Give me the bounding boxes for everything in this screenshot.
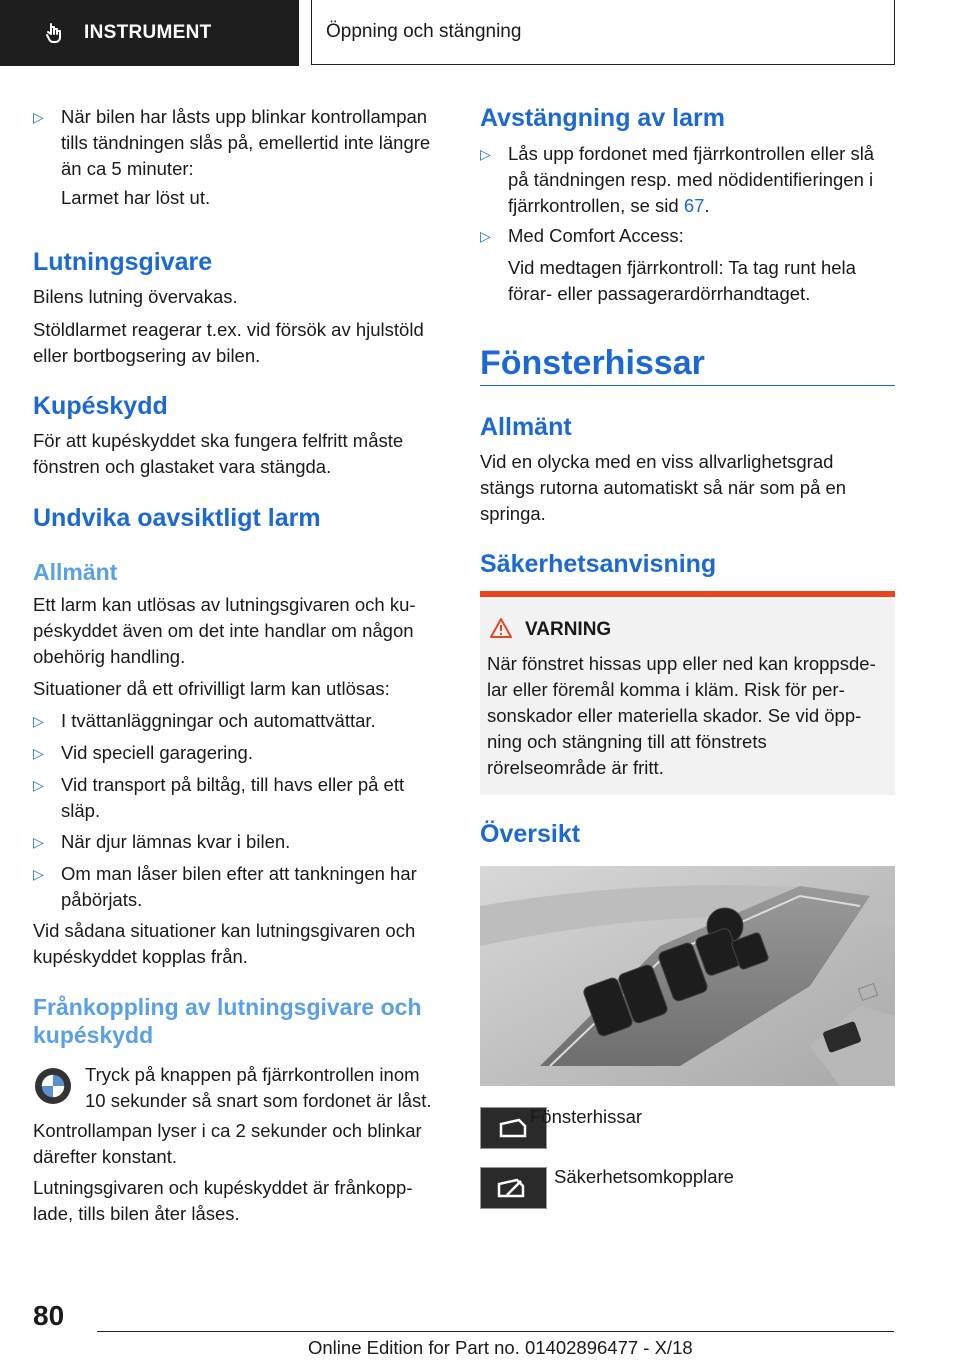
bullet-triangle-icon: ▷ <box>480 146 491 162</box>
window-switch-photo <box>480 866 895 1086</box>
heading-tilt-sensor: Lutningsgivare <box>33 248 213 276</box>
paragraph: Vid sådana situationer kan lutningsgivaren och kupéskyddet kopplas från. <box>33 920 416 967</box>
bullet-triangle-icon: ▷ <box>33 109 44 125</box>
legend-label: Säkerhetsomkopplare <box>554 1166 734 1187</box>
bullet-triangle-icon: ▷ <box>33 713 44 729</box>
paragraph: För att kupéskyddet ska fungera felfritt måste fönstren och glastaket vara stängda. <box>33 430 404 477</box>
list-item: ▷ Lås upp fordonet med fjärrkontrollen eller slå på tändningen resp. med nödidentifieringen i fjärrkontrollen, se sid 67. <box>480 143 875 216</box>
list-item: ▷ Vid speciell garagering. <box>33 740 443 766</box>
heading-window-lifts: Fönsterhissar <box>480 344 705 382</box>
legend-label: Fönsterhissar <box>530 1106 643 1127</box>
list-item: ▷ I tvättanläggningar och automattvättar. <box>33 708 443 734</box>
list-item: ▷ När bilen har låsts upp blinkar kontrollampan tills tändningen slås på, emellertid inte längre än ca 5 minuter: <box>33 106 431 179</box>
heading-disable-sensors: Frånkoppling av lutningsgivare och kupéskydd <box>33 994 422 1048</box>
warning-triangle-icon <box>490 618 512 638</box>
paragraph: Vid en olycka med en viss allvarlighetsgrad stängs rutorna automatiskt så när som på en springa. <box>480 451 847 524</box>
bullet-triangle-icon: ▷ <box>33 777 44 793</box>
warning-title: VARNING <box>525 619 612 640</box>
heading-alarm-off: Avstängning av larm <box>480 104 725 132</box>
paragraph: Stöldlarmet reagerar t.ex. vid försök av hjulstöld eller bortbogsering av bilen. <box>33 319 424 366</box>
list-item: ▷ När djur lämnas kvar i bilen. <box>33 829 443 855</box>
header-section-tab <box>0 0 299 66</box>
warning-box <box>480 591 895 795</box>
heading-underline <box>480 385 895 386</box>
list-item: ▷ Vid transport på biltåg, till havs eller på ett släp. <box>33 774 405 821</box>
heading-avoid-alarm: Undvika oavsiktligt larm <box>33 504 321 532</box>
section-label: INSTRUMENT <box>84 22 212 43</box>
heading-general: Allmänt <box>480 413 572 441</box>
bullet-triangle-icon: ▷ <box>480 228 491 244</box>
bullet-subtext: Vid medtagen fjärrkontroll: Ta tag runt hela förar- eller passagerardörrhandtaget. <box>508 257 856 304</box>
paragraph: Ett larm kan utlösas av lutningsgivaren och kupéskyddet även om det inte handlar om någon obehörig handling. <box>33 594 416 667</box>
header-chapter-box <box>311 0 895 65</box>
safety-switch-icon <box>480 1167 547 1209</box>
paragraph: Lutningsgivaren och kupéskyddet är frånkopplade, tills bilen åter låses. <box>33 1177 413 1224</box>
bullet-subtext: Larmet har löst ut. <box>61 187 211 208</box>
hand-touch-icon <box>42 21 66 45</box>
warning-bar <box>480 591 895 597</box>
bullet-triangle-icon: ▷ <box>33 866 44 882</box>
page-link[interactable]: 67 <box>683 195 705 216</box>
heading-overview: Översikt <box>480 820 581 848</box>
paragraph: Situationer då ett ofrivilligt larm kan utlösas: <box>33 678 390 699</box>
paragraph: Tryck på knappen på fjärrkontrollen inom 10 sekunder så snart som fordonet är låst. <box>85 1064 432 1111</box>
footer-rule <box>97 1331 894 1332</box>
heading-cabin-protection: Kupéskydd <box>33 392 168 420</box>
paragraph: Kontrollampan lyser i ca 2 sekunder och blinkar därefter konstant. <box>33 1120 422 1167</box>
list-item: ▷ Med Comfort Access: <box>480 223 893 249</box>
bullet-triangle-icon: ▷ <box>33 834 44 850</box>
bullet-triangle-icon: ▷ <box>33 745 44 761</box>
warning-text: När fönstret hissas upp eller ned kan kroppsdelar eller föremål komma i kläm. Risk för personskador eller materiella skador. Se vid öppning och stängning till att fönstrets rörelseområde är fritt. <box>487 653 876 778</box>
footer-edition: Online Edition for Part no. 01402896477 - X/18 <box>308 1337 693 1358</box>
chapter-label: Öppning och stängning <box>326 21 522 42</box>
heading-safety-note: Säkerhetsanvisning <box>480 550 717 578</box>
page-number: 80 <box>33 1300 65 1331</box>
heading-general: Allmänt <box>33 559 118 585</box>
paragraph: Bilens lutning övervakas. <box>33 286 238 307</box>
remote-key-logo-icon <box>33 1066 73 1106</box>
list-item: ▷ Om man låser bilen efter att tankningen har påbörjats. <box>33 863 417 910</box>
